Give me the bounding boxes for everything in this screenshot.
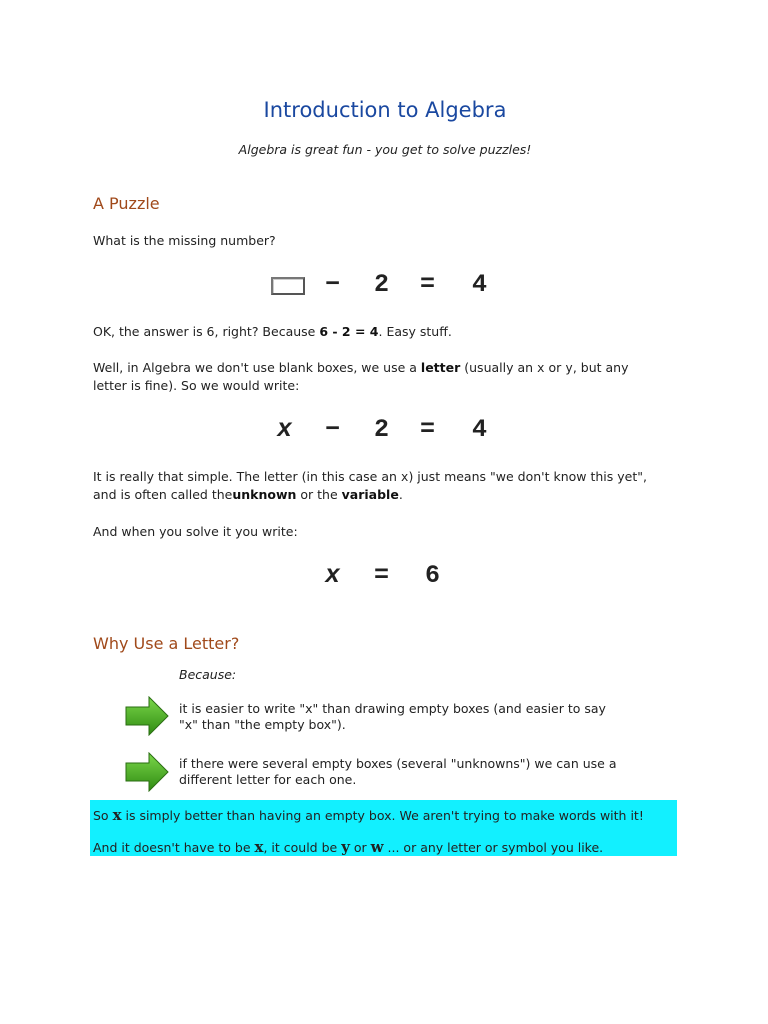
simple-paragraph: It is really that simple. The letter (in this case an x) just means "we don't know this yet", and is often called theunknown or the variable. [93,469,647,502]
equation-variable: x [277,415,293,444]
equation-number: 2 [374,270,390,299]
section-heading-why: Why Use a Letter? [93,634,240,653]
bold-unknown: unknown [232,487,297,502]
equation-solution [93,561,677,593]
empty-box [271,277,305,295]
page-title: Introduction to Algebra [263,98,507,122]
reason-item: if there were several empty boxes (several "unknowns") we can use a different letter for each one. [179,756,617,787]
algebra-note-paragraph: Well, in Algebra we don't use blank boxes, we use a letter (usually an x or y, but any letter is fine). So we would write: [93,360,629,393]
equation-result: 6 [425,561,441,590]
answer-bold: 6 - 2 = 4 [319,324,379,339]
equation-blank-box [93,270,677,302]
equation-equals: = [374,561,390,590]
green-right-arrow-icon [125,696,169,736]
equation-variable: x [325,561,341,590]
puzzle-question: What is the missing number? [93,233,276,248]
equation-result: 4 [472,415,488,444]
equation-result: 4 [472,270,488,299]
page-subtitle: Algebra is great fun - you get to solve puzzles! [238,142,532,157]
callout-line-1: So x is simply better than having an empty box. We aren't trying to make words with it! [93,806,644,824]
green-right-arrow-icon [125,752,169,792]
solve-intro: And when you solve it you write: [93,524,298,539]
highlight-callout [90,800,677,856]
equation-minus: − [325,415,341,444]
equation-x-minus-2 [93,415,677,447]
equation-equals: = [420,270,436,299]
equation-minus: − [325,270,341,299]
because-label: Because: [179,667,237,682]
bold-letter: letter [420,360,461,375]
reason-item: it is easier to write "x" than drawing empty boxes (and easier to say "x" than "the empty box"). [179,701,606,732]
section-heading-puzzle: A Puzzle [93,194,160,213]
callout-line-2: And it doesn't have to be x, it could be y or w ... or any letter or symbol you like. [93,838,604,856]
bold-variable: variable [341,487,399,502]
equation-equals: = [420,415,436,444]
equation-number: 2 [374,415,390,444]
answer-paragraph: OK, the answer is 6, right? Because 6 - 2 = 4. Easy stuff. [93,324,452,339]
